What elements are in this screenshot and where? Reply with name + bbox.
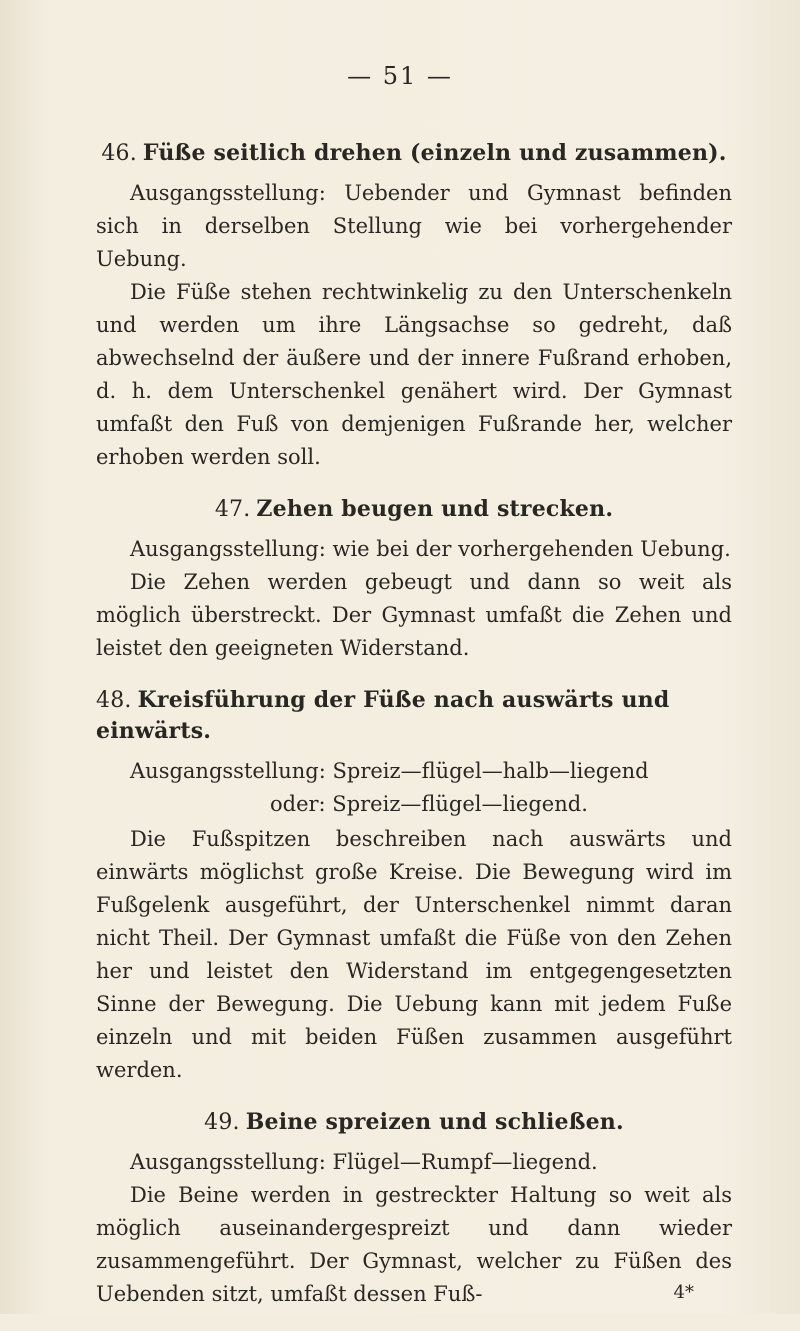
exercise-heading	[96, 1107, 732, 1138]
exercise-number: 48.	[96, 688, 132, 713]
starting-position	[96, 755, 732, 821]
exercise-number: 47.	[214, 497, 251, 522]
exercise-47	[96, 494, 732, 665]
signature-mark: 4*	[673, 1282, 694, 1303]
exercise-description: Die Beine werden in gestreckter Haltung so weit als möglich auseinandergespreizt und dann wieder zusammengeführt. Der Gymnast, welcher zu Füßen des Uebenden sitzt, umfaßt dessen Fuß-	[96, 1183, 732, 1306]
starting-position: Ausgangsstellung: Uebender und Gymnast befinden sich in derselben Stellung wie bei vorhergehender Uebung.	[96, 181, 732, 271]
page-content	[96, 138, 732, 1331]
exercise-49	[96, 1107, 732, 1311]
exercise-number: 49.	[204, 1110, 240, 1135]
exercise-title: Kreisführung der Füße nach auswärts und einwärts.	[96, 687, 670, 744]
exercise-heading	[96, 494, 732, 525]
exercise-description: Die Fußspitzen beschreiben nach auswärts und einwärts möglichst große Kreise. Die Bewegung wird im Fußgelenk ausgeführt, der Unterschenkel nimmt daran nicht Theil. Der Gymnast umfaßt die Füße von den Zehen her und leistet den Widerstand im entgegengesetzten Sinne der Bewegung. Die Uebung kann mit jedem Fuße einzeln und mit beiden Füßen zusammen ausgeführt werden.	[96, 827, 732, 1082]
starting-position-line: Ausgangsstellung: Spreiz—flügel—halb—liegend	[130, 759, 649, 783]
exercise-description: Die Füße stehen rechtwinkelig zu den Unterschenkeln und werden um ihre Längsachse so gedreht, daß abwechselnd der äußere und der innere Fußrand erhoben, d. h. dem Unterschenkel genähert wird. Der Gymnast umfaßt den Fuß von demjenigen Fußrande her, welcher erhoben werden soll.	[96, 280, 732, 469]
exercise-48	[96, 685, 732, 1087]
exercise-heading	[96, 138, 732, 169]
exercise-description: Die Zehen werden gebeugt und dann so weit als möglich überstreckt. Der Gymnast umfaßt die Zehen und leistet den geeigneten Widerstand.	[96, 570, 732, 660]
exercise-heading	[96, 685, 732, 747]
exercise-46	[96, 138, 732, 474]
exercise-title: Beine spreizen und schließen.	[245, 1109, 624, 1135]
page-number: — 51 —	[347, 62, 453, 90]
exercise-title: Füße seitlich drehen (einzeln und zusammen).	[142, 140, 727, 166]
exercise-title: Zehen beugen und strecken.	[256, 496, 614, 522]
starting-position: Ausgangsstellung: Flügel—Rumpf—liegend.	[130, 1150, 598, 1174]
exercise-number: 46.	[101, 141, 137, 166]
starting-position-alternative: oder: Spreiz—flügel—liegend.	[270, 792, 588, 816]
starting-position: Ausgangsstellung: wie bei der vorhergehenden Uebung.	[130, 537, 731, 561]
